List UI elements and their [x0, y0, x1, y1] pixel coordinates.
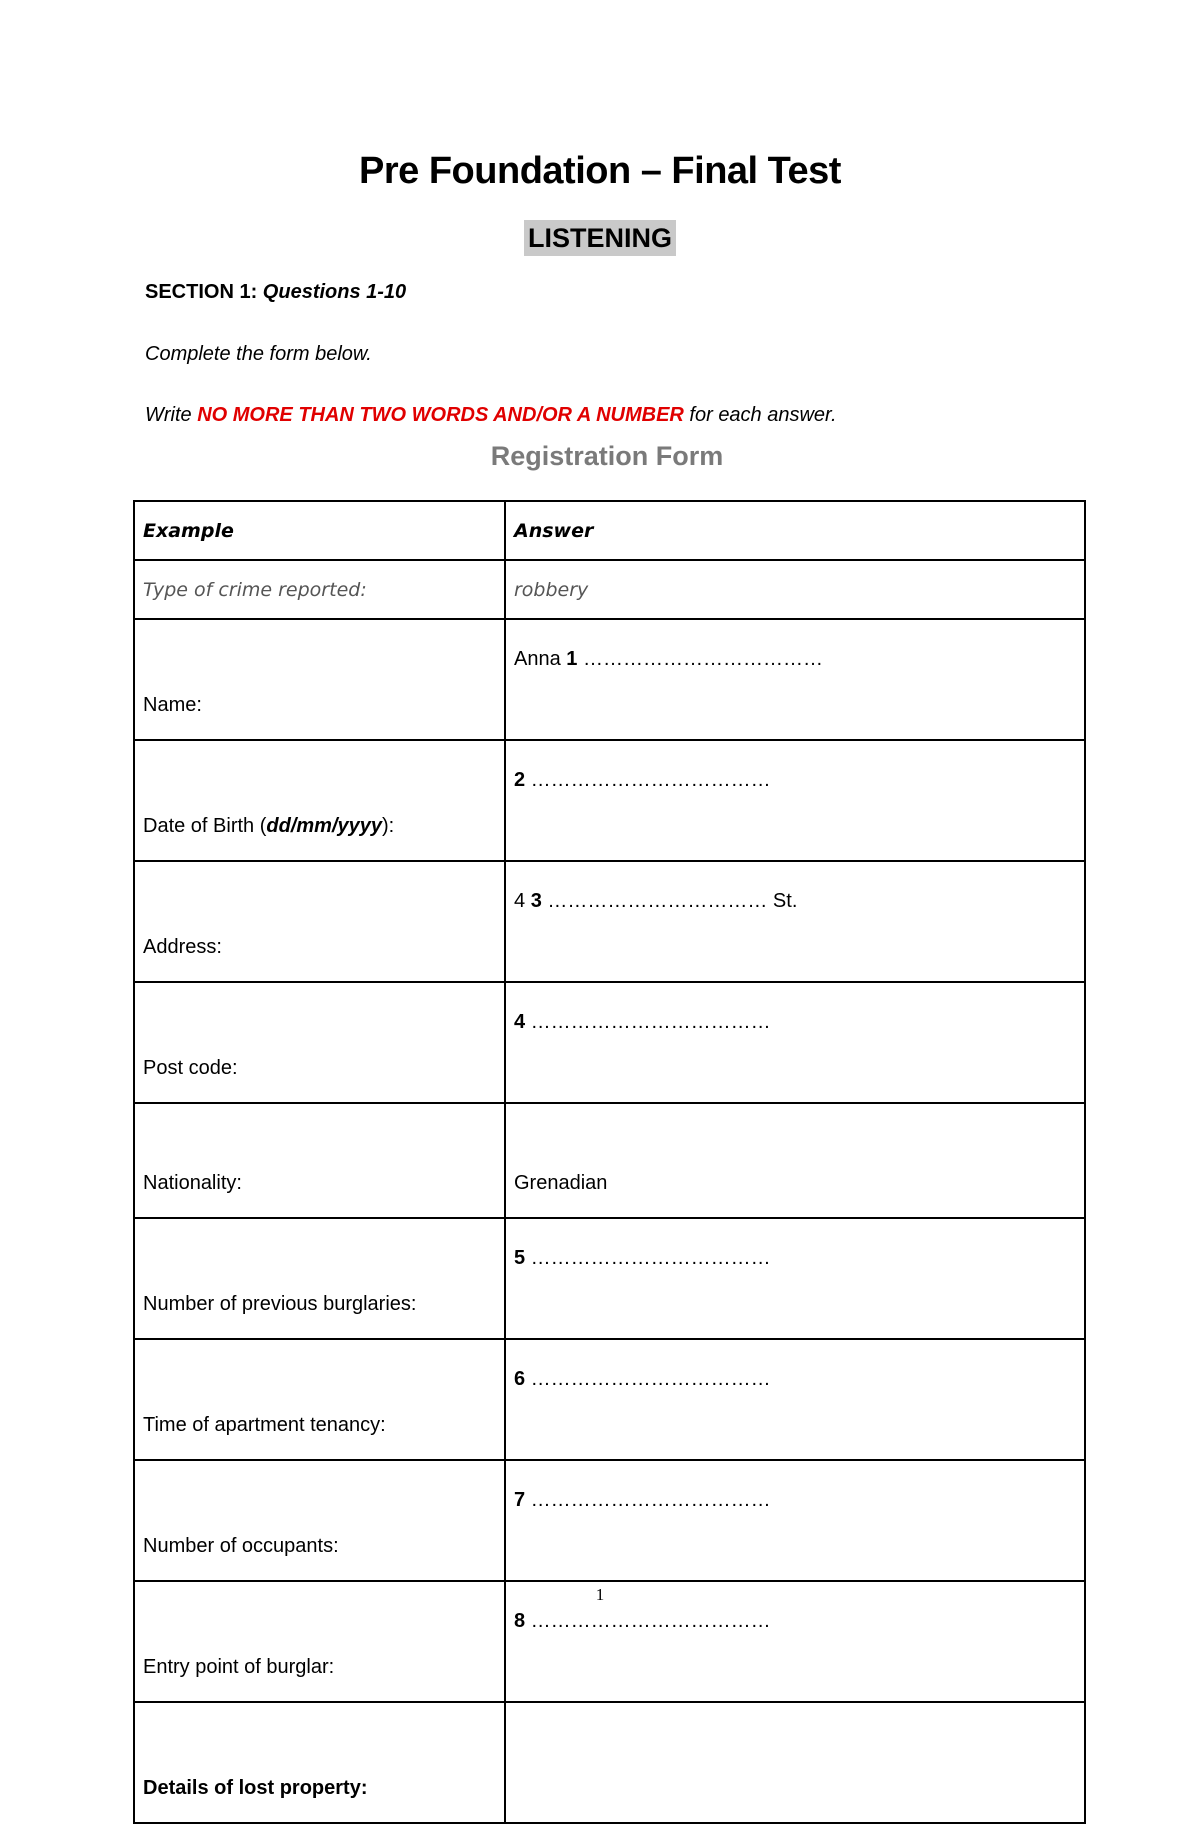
question-number: 8: [514, 1610, 526, 1632]
answer-cell-3[interactable]: [505, 861, 1085, 982]
answer-cell-4[interactable]: [505, 982, 1085, 1103]
answer-cell-6[interactable]: [505, 1339, 1085, 1460]
row-label-tenancy: Time of apartment tenancy:: [134, 1339, 505, 1460]
table-row: [134, 1702, 1085, 1823]
answer-suffix: St.: [767, 890, 798, 912]
row-label-post-code: Post code:: [134, 982, 505, 1103]
row-label-nationality: Nationality:: [134, 1103, 505, 1218]
row-label-previous-burglaries: Number of previous burglaries:: [134, 1218, 505, 1339]
table-row: [134, 1339, 1085, 1460]
answer-prefix: 4: [514, 890, 531, 912]
table-row: [134, 1460, 1085, 1581]
registration-form-table: [133, 500, 1086, 1824]
answer-header-cell: Answer: [505, 501, 1085, 560]
example-label-cell: Type of crime reported:: [134, 560, 505, 619]
row-label-occupants: Number of occupants:: [134, 1460, 505, 1581]
question-number: 6: [514, 1368, 526, 1390]
example-header-cell: Example: [134, 501, 505, 560]
row-label-entry-point: Entry point of burglar:: [134, 1581, 505, 1702]
label-pre: Date of Birth (: [143, 815, 267, 837]
section-badge-wrap: [0, 220, 1200, 256]
question-number: 7: [514, 1489, 526, 1511]
table-header-row: [134, 501, 1085, 560]
answer-cell-2[interactable]: [505, 740, 1085, 861]
answer-blank: ………………………………: [525, 1247, 771, 1269]
answer-blank: ………………………………: [525, 1610, 771, 1632]
section-label: SECTION 1:: [145, 281, 263, 303]
answer-blank: ……………………………: [541, 890, 768, 912]
row-label-date-of-birth: [134, 740, 505, 861]
answer-blank: ………………………………: [577, 648, 823, 670]
page-title: Pre Foundation – Final Test: [359, 150, 841, 192]
instruction-line-2: [145, 404, 837, 427]
table-row: [134, 1218, 1085, 1339]
answer-cell-lost-property[interactable]: [505, 1702, 1085, 1823]
page-number: 1: [595, 1585, 605, 1604]
answer-cell-5[interactable]: [505, 1218, 1085, 1339]
listening-badge: LISTENING: [524, 220, 676, 256]
instruction-emphasis: NO MORE THAN TWO WORDS AND/OR A NUMBER: [197, 404, 684, 426]
question-number: 2: [514, 769, 526, 791]
row-label-name: Name:: [134, 619, 505, 740]
section-heading: [145, 281, 406, 304]
answer-blank: ………………………………: [525, 769, 771, 791]
question-number: 4: [514, 1011, 526, 1033]
table-row: [134, 740, 1085, 861]
table-row: [134, 1103, 1085, 1218]
row-label-lost-property: [134, 1702, 505, 1823]
answer-prefix: Anna: [514, 648, 567, 670]
answer-cell-1[interactable]: [505, 619, 1085, 740]
table-row: [134, 619, 1085, 740]
answer-blank: ………………………………: [525, 1011, 771, 1033]
table-row: [134, 982, 1085, 1103]
question-number: 3: [530, 890, 542, 912]
instruction-post: for each answer.: [683, 404, 837, 426]
answer-blank: ………………………………: [525, 1368, 771, 1390]
instruction-line-1: Complete the form below.: [145, 343, 372, 365]
example-answer-cell: robbery: [505, 560, 1085, 619]
lost-property-label: Details of lost property:: [143, 1777, 368, 1799]
table-row: [134, 861, 1085, 982]
row-label-address: Address:: [134, 861, 505, 982]
label-post: ):: [382, 815, 395, 837]
form-title: Registration Form: [490, 441, 724, 471]
question-number: 1: [566, 648, 578, 670]
answer-blank: ………………………………: [525, 1489, 771, 1511]
section-questions: Questions 1-10: [262, 281, 407, 303]
example-row: [134, 560, 1085, 619]
label-date-format: dd/mm/yyyy: [266, 815, 382, 837]
answer-cell-7[interactable]: [505, 1460, 1085, 1581]
nationality-value: Grenadian: [505, 1103, 1085, 1218]
instruction-pre: Write: [145, 404, 198, 426]
question-number: 5: [514, 1247, 526, 1269]
